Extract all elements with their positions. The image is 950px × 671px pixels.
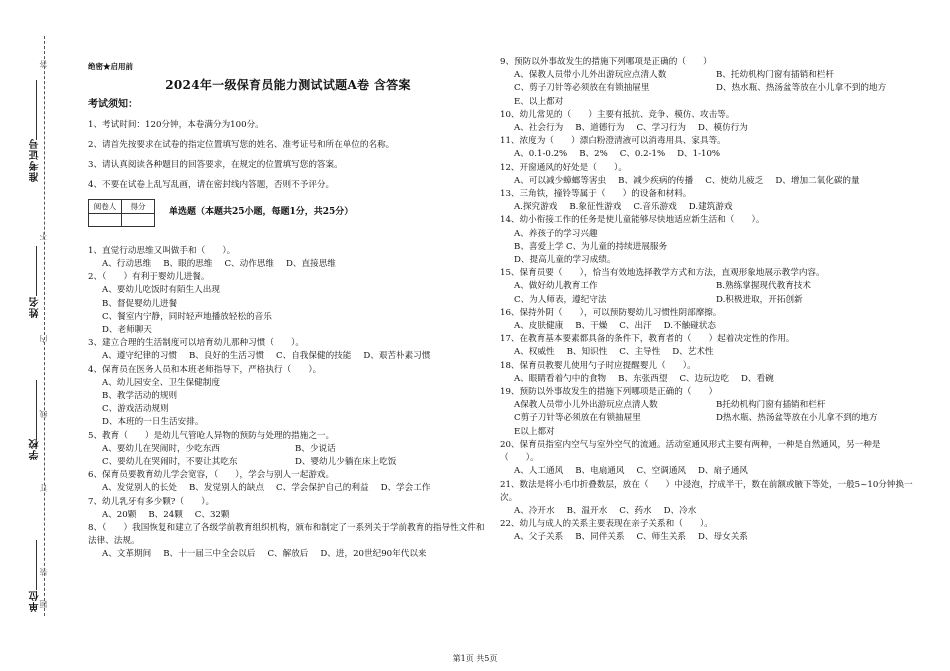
- question-item: [500, 188, 918, 214]
- answer-option[interactable]: B、道德行为: [575, 123, 625, 134]
- answer-option[interactable]: C、为人师表，遵纪守法: [514, 294, 607, 305]
- answer-options: [500, 201, 918, 214]
- answer-options: [88, 350, 488, 363]
- page-footer: 第1页 共5页: [452, 654, 498, 663]
- answer-options: [500, 346, 918, 359]
- answer-option[interactable]: C、餐室内宁静，同时轻声地播放轻松的音乐: [102, 311, 272, 322]
- question-text: 11、浓度为（ ）漂白粉澄清液可以消毒用具、家具等。: [500, 136, 726, 147]
- answer-option[interactable]: D、艺术性: [672, 347, 714, 358]
- question-item: [500, 386, 918, 439]
- answer-option[interactable]: C、师生关系: [636, 532, 687, 543]
- answer-options: [500, 399, 918, 439]
- answer-option[interactable]: A、皮肤健康: [514, 321, 564, 332]
- answer-option[interactable]: D.积极进取，开拓创新: [715, 294, 803, 305]
- question-list-left: [88, 245, 488, 562]
- answer-option[interactable]: B、24颗: [148, 509, 183, 520]
- question-text: 8、（ ）我国恢复和建立了各级学前教育组织机构，颁布和制定了一系列关于学前教育的指导性文件和法律、法规。: [88, 523, 485, 547]
- question-item: [88, 496, 488, 522]
- question-text: 9、预防以外事故发生的措施下列哪项是正确的（ ）: [500, 57, 712, 67]
- notice-heading: 考试须知：: [88, 99, 138, 111]
- answer-option[interactable]: D、学会工作: [380, 483, 431, 494]
- answer-option[interactable]: A、发觉别人的长处: [102, 483, 177, 494]
- answer-option[interactable]: A、社会行为: [514, 123, 564, 134]
- answer-option[interactable]: D、直接思维: [286, 259, 336, 270]
- question-text: 22、幼儿与成人的关系主要表现在亲子关系和（ ）。: [500, 519, 713, 530]
- question-item: [500, 518, 918, 544]
- question-text: 13、三角铁，撞铃等属于（ ）的设备和材料。: [500, 189, 692, 200]
- question-text: 3、建立合理的生活制度可以培育幼儿那种习惯（ ）。: [88, 338, 305, 349]
- answer-options: [500, 505, 918, 518]
- question-text: 10、幼儿常见的（ ）主要有抵抗、竞争、模仿、攻击等。: [500, 109, 735, 120]
- answer-options: [500, 175, 918, 188]
- answer-option[interactable]: A、父子关系: [514, 532, 564, 543]
- answer-option[interactable]: D、提高儿童的学习成绩。: [514, 255, 616, 266]
- score-table-grader: 阅卷人: [89, 199, 122, 213]
- question-text: 19、预防以外事故发生的措施下列哪项是正确的（ ）: [500, 387, 718, 398]
- section-title: 单选题（本题共25小题，每题1分，共25分）: [169, 207, 354, 218]
- question-text: 16、保持外阴（ ），可以预防婴幼儿习惯性阴部摩擦。: [500, 307, 722, 318]
- answer-option[interactable]: B、电扇通风: [575, 466, 625, 477]
- answer-options: [500, 148, 918, 161]
- binding-label-unit: 单位: [30, 590, 41, 612]
- answer-option[interactable]: D、扇子通风: [698, 466, 748, 477]
- answer-options: [500, 531, 918, 544]
- question-text: 14、幼小衔接工作的任务是使儿童能够尽快地适应新生活和（ ）。: [500, 215, 765, 226]
- answer-options: [500, 69, 918, 109]
- seal-tick: 不: [39, 232, 48, 240]
- answer-option[interactable]: D、婴幼儿少躺在床上吃饭: [294, 457, 397, 468]
- question-item: [88, 430, 488, 470]
- question-item: [500, 162, 918, 188]
- answer-option[interactable]: B、良好的生活习惯: [188, 351, 265, 362]
- seal-tick: 线: [39, 410, 48, 418]
- exam-title: 2024年一级保育员能力测试试题A卷 含答案: [165, 78, 411, 93]
- answer-option[interactable]: A、要幼儿在哭闹时，少吃东西: [102, 443, 220, 454]
- answer-option[interactable]: B、同伴关系: [575, 532, 625, 543]
- answer-option[interactable]: B、眼的思维: [163, 259, 213, 270]
- answer-option[interactable]: D、老师聊天: [102, 325, 152, 336]
- exam-id-field: [36, 80, 47, 140]
- answer-options: [88, 482, 488, 495]
- answer-option[interactable]: B、督促婴幼儿进餐: [102, 298, 178, 309]
- answer-option[interactable]: D、增加二氧化碳的量: [775, 175, 860, 186]
- answer-option[interactable]: A、眼睛看着勺中的食物: [514, 373, 607, 384]
- answer-option[interactable]: C、要幼儿在哭闹时，不要让其吃东: [102, 457, 238, 468]
- answer-options: [500, 373, 918, 386]
- question-text: 4、保育员在医务人员和本班老师指导下，严格执行（ ）。: [88, 364, 322, 375]
- score-cell[interactable]: [122, 213, 155, 226]
- answer-option[interactable]: C、主导性: [619, 347, 661, 358]
- secret-label: 绝密★启用前: [88, 62, 133, 71]
- score-table: [88, 199, 155, 227]
- answer-option[interactable]: A、要幼儿吃饭时有陌生人出现: [102, 285, 220, 296]
- question-item: [500, 214, 918, 267]
- answer-option[interactable]: B、托幼机构门窗有插销和栏杆: [715, 70, 835, 81]
- answer-option[interactable]: C、学习行为: [636, 123, 687, 134]
- answer-option[interactable]: B、温开水: [566, 505, 608, 516]
- name-field: [36, 246, 47, 296]
- question-text: 2、（ ）有利于婴幼儿进餐。: [88, 272, 210, 283]
- answer-option[interactable]: A、保教人员带小儿外出游玩应点清人数: [514, 70, 667, 81]
- question-item: [500, 360, 918, 386]
- answer-option[interactable]: B、教学活动的规则: [102, 391, 178, 402]
- answer-options: [88, 509, 488, 522]
- answer-option[interactable]: A、遵守纪律的习惯: [102, 351, 177, 362]
- question-item: [500, 56, 918, 109]
- answer-option[interactable]: C、0.2-1%: [619, 149, 666, 160]
- answer-options: [500, 320, 918, 333]
- answer-option[interactable]: A、做好幼儿教育工作: [514, 281, 598, 292]
- answer-options: [88, 548, 488, 561]
- notice-item: 4、不要在试卷上乱写乱画，请在密封线内答题，否则不予评分。: [88, 179, 335, 190]
- answer-option[interactable]: C、出汗: [619, 321, 652, 332]
- answer-option[interactable]: D、热水瓶、热汤盆等放在小儿拿不到的地方: [715, 83, 887, 94]
- question-text: 15、保育员要（ ），恰当有效地选择教学方式和方法，直观形象地展示教学内容。: [500, 268, 825, 279]
- answer-option[interactable]: E以上都对: [514, 426, 555, 437]
- question-text: 20、保育员指室内空气与室外空气的流通。活动室通风形式主要有两种，一种是自然通风，另一种是（ ）。: [500, 439, 881, 464]
- answer-option[interactable]: B、发觉别人的缺点: [188, 483, 265, 494]
- section-header: [88, 199, 488, 227]
- score-table-score: 得分: [122, 199, 155, 213]
- answer-option[interactable]: B、干燥: [575, 321, 608, 332]
- question-item: [88, 522, 488, 562]
- seal-tick: 装: [39, 568, 48, 576]
- answer-option[interactable]: C、动作思维: [224, 259, 275, 270]
- question-item: [500, 135, 918, 161]
- answer-option[interactable]: D、看碗: [741, 373, 774, 384]
- answer-option[interactable]: C、自我保健的技能: [276, 351, 352, 362]
- question-item: [88, 364, 488, 430]
- question-text: 5、教育（ ）是幼儿气管呛人异物的预防与处理的措施之一。: [88, 430, 335, 441]
- answer-option[interactable]: C、药水: [619, 505, 652, 516]
- answer-option[interactable]: D、1-10%: [677, 149, 721, 160]
- answer-option[interactable]: A、文革期间: [102, 549, 152, 560]
- answer-option[interactable]: C.音乐游戏: [633, 202, 677, 213]
- answer-option[interactable]: C、使幼儿疲乏: [705, 175, 764, 186]
- binding-margin: [0, 0, 62, 671]
- grader-cell[interactable]: [89, 213, 122, 226]
- answer-option[interactable]: B、喜爱上学 C、为儿童的持续进展服务: [514, 241, 668, 252]
- answer-options: [88, 443, 488, 469]
- right-column: [500, 56, 918, 545]
- answer-option[interactable]: C、空调通风: [636, 466, 687, 477]
- answer-option[interactable]: C、边玩边吃: [679, 373, 729, 384]
- question-text: 18、保育员教婴儿使用勺子时应提醒婴儿（ ）。: [500, 360, 696, 371]
- answer-options: [500, 465, 918, 478]
- answer-option[interactable]: B、2%: [579, 149, 608, 160]
- answer-option[interactable]: B、东张西望: [618, 373, 668, 384]
- answer-option[interactable]: D、艰苦朴素习惯: [363, 351, 431, 362]
- notice-item: 3、请认真阅读各种题目的回答要求，在规定的位置填写您的答案。: [88, 159, 343, 170]
- answer-option[interactable]: C、游戏活动规则: [102, 404, 169, 415]
- question-text: 1、直觉行动思维又叫做手和（ ）。: [88, 245, 236, 256]
- answer-option[interactable]: D.不触碰状态: [663, 321, 716, 332]
- answer-option[interactable]: B、十一届三中全会以后: [163, 549, 256, 560]
- unit-field: [36, 540, 47, 590]
- answer-option[interactable]: B、减少疾病的传播: [618, 175, 694, 186]
- answer-options: [88, 258, 488, 271]
- answer-option[interactable]: A、人工通风: [514, 466, 564, 477]
- answer-option[interactable]: D、母女关系: [698, 532, 748, 543]
- question-text: 12、开窗通风的好处是（ ）。: [500, 162, 627, 173]
- answer-option[interactable]: C、剪子刀针等必须放在有锁抽屉里: [514, 83, 650, 94]
- answer-option[interactable]: A、冷开水: [514, 505, 555, 516]
- seal-tick: 内: [39, 335, 48, 343]
- binding-label-school: 学校: [30, 438, 41, 460]
- question-list-right: [500, 56, 918, 545]
- binding-label-exam-id: 准考证号: [30, 138, 41, 182]
- answer-option[interactable]: E、以上都对: [514, 96, 564, 107]
- question-item: [88, 337, 488, 363]
- question-text: 21、数法是将小毛巾折叠数层，放在（ ）中浸泡，拧成半干，数在前额或腋下等处，一般5~10分钟换一次。: [500, 479, 913, 503]
- question-item: [500, 307, 918, 333]
- answer-options: [500, 280, 918, 306]
- answer-option[interactable]: A、行动思维: [102, 259, 152, 270]
- answer-option[interactable]: D、进，20世纪90年代以来: [320, 549, 427, 560]
- question-item: [88, 469, 488, 495]
- answer-option[interactable]: D、模仿行为: [698, 123, 748, 134]
- question-item: [88, 245, 488, 271]
- seal-tick: 订: [39, 484, 48, 492]
- answer-option[interactable]: D、本班的一日生活安排。: [102, 417, 204, 428]
- answer-option[interactable]: D、冷水: [663, 505, 697, 516]
- answer-option[interactable]: B托幼机构门窗有插销和栏杆: [715, 400, 826, 411]
- question-item: [500, 109, 918, 135]
- question-item: [500, 333, 918, 359]
- answer-option[interactable]: A、养孩子的学习兴趣: [514, 228, 598, 239]
- answer-option[interactable]: D热水瓶、热汤盆等放在小儿拿不到的地方: [715, 413, 878, 424]
- seal-tick: 题: [39, 600, 48, 608]
- answer-option[interactable]: B.象征性游戏: [569, 202, 622, 213]
- answer-options: [500, 122, 918, 135]
- answer-option[interactable]: A、20颗: [102, 509, 137, 520]
- answer-option[interactable]: C、学会保护自己的利益: [276, 483, 369, 494]
- question-item: [88, 271, 488, 337]
- question-item: [500, 267, 918, 307]
- answer-option[interactable]: C剪子刀针等必须放在有锁抽屉里: [514, 413, 641, 424]
- question-item: [500, 479, 918, 519]
- notice-list: [88, 115, 488, 195]
- left-column: [88, 56, 488, 562]
- question-item: [500, 439, 918, 479]
- answer-option[interactable]: A保教人员带小儿外出游玩应点清人数: [514, 400, 658, 411]
- answer-option[interactable]: D.建筑游戏: [688, 202, 733, 213]
- seal-tick: 答: [39, 60, 48, 68]
- binding-label-name: 姓名: [30, 296, 41, 318]
- notice-item: 2、请首先按要求在试卷的指定位置填写您的姓名、准考证号和所在单位的名称。: [88, 139, 395, 150]
- answer-option[interactable]: C、解放后: [267, 549, 309, 560]
- question-text: 6、保育员要教育幼儿学会宽容，（ ），学会与别人一起游戏。: [88, 470, 335, 481]
- answer-option[interactable]: B、少说话: [294, 443, 336, 454]
- answer-option[interactable]: A.探究游戏: [514, 202, 558, 213]
- question-text: 17、在教育基本要素都具备的条件下，教育者的（ ）起着决定性的作用。: [500, 334, 795, 345]
- answer-option[interactable]: A、0.1-0.2%: [514, 149, 568, 160]
- answer-option[interactable]: B.熟练掌握现代教育技术: [715, 281, 811, 292]
- question-text: 7、幼儿乳牙有多少颗?（ ）。: [88, 496, 215, 507]
- answer-option[interactable]: B、知识性: [566, 347, 608, 358]
- answer-option[interactable]: A、权威性: [514, 347, 555, 358]
- answer-option[interactable]: A、幼儿园安全、卫生保健制度: [102, 377, 220, 388]
- answer-option[interactable]: C、32颗: [194, 509, 230, 520]
- answer-option[interactable]: A、可以减少蟑螂等害虫: [514, 175, 607, 186]
- notice-item: 1、考试时间：120分钟，本卷满分为100分。: [88, 119, 264, 130]
